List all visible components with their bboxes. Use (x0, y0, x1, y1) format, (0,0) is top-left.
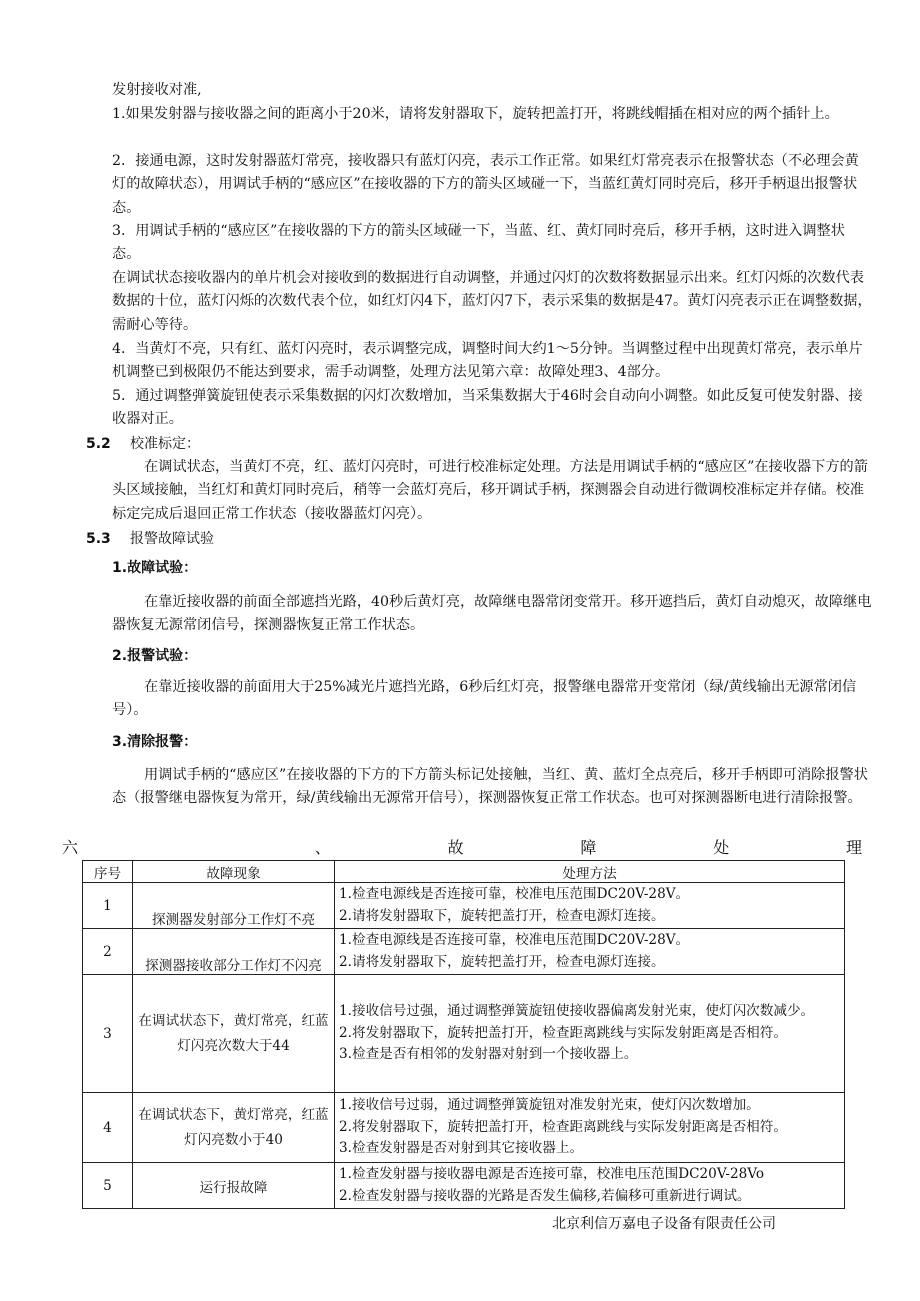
para-1: 1.如果发射器与接收器之间的距离小于20米，请将发射器取下，旋转把盖打开，将跳线帽插在相对应的两个插针上。 (112, 106, 839, 122)
subsection-2-body: 在靠近接收器的前面用大于25%减光片遮挡光路，6秒后红灯亮，报警继电器常开变常闭（绿/黄线输出无源常闭信号）。 (112, 679, 857, 719)
col-header-symptom: 故障现象 (133, 861, 335, 883)
chapter-6-heading (62, 835, 862, 859)
subsection-title: .报警试验： (121, 648, 198, 664)
row-method (335, 929, 845, 975)
section-title: 报警故障试验 (130, 531, 214, 547)
table-header-row (83, 861, 845, 883)
method-line: 1.检查电源线是否连接可靠，校准电压范围DC20V-28V。 (339, 886, 690, 902)
para-0: 发射接收对准, (112, 82, 202, 98)
col-header-method: 处理方法 (335, 861, 845, 883)
section-number: 5.3 (86, 531, 111, 547)
fault-table (82, 860, 845, 1209)
section-title: 校准标定： (130, 436, 200, 452)
para-4: 在调试状态接收器内的单片机会对接收到的数据进行自动调整，并通过闪灯的次数将数据显示出来。红灯闪烁的次数代表数据的十位，蓝灯闪烁的次数代表个位，如红灯闪4下，蓝灯闪7下，表示采集的数据是47。黄灯闪亮表示正在调整数据，需耐心等待。 (112, 270, 872, 333)
method-line: 2.将发射器取下，旋转把盖打开，检查距离跳线与实际发射距离是否相符。 (339, 1024, 787, 1041)
subsection-2-heading (112, 645, 197, 665)
row-symptom: 探测器接收部分工作灯不闪亮 (133, 929, 335, 975)
row-symptom: 运行报故障 (133, 1163, 335, 1209)
para-3: 3．用调试手柄的“感应区”在接收器的下方的箭头区域碰一下，当蓝、红、黄灯同时亮后，移开手柄，这时进入调整状态。 (112, 223, 845, 263)
method-line: 2.将发射器取下，旋转把盖打开，检查距离跳线与实际发射距离是否相符。 (339, 1118, 787, 1135)
heading-char: 处 (713, 838, 730, 857)
table-row (83, 975, 845, 1093)
section-5-2-body: 在调试状态，当黄灯不亮，红、蓝灯闪亮时，可进行校准标定处理。方法是用调试手柄的“感应区”在接收器下方的箭头区域接触，当红灯和黄灯同时亮后，稍等一会蓝灯亮后，移开调试手柄，探测器会自动进行微调校准标定并存储。校准标定完成后退回正常工作状态（接收器蓝灯闪亮）。 (112, 459, 868, 522)
method-line: 3.检查发射器是否对射到其它接收器上。 (339, 1140, 584, 1157)
section-5-2-heading (86, 433, 200, 453)
table-row (83, 883, 845, 929)
method-line: 1.检查发射器与接收器电源是否连接可靠，校准电压范围DC20V-28Vo (339, 1166, 765, 1182)
method-line: 3.检查是否有相邻的发射器对射到一个接收器上。 (339, 1046, 638, 1063)
row-method (335, 883, 845, 929)
row-no: 1 (83, 883, 133, 929)
subsection-number: 2 (112, 648, 122, 664)
row-no: 4 (83, 1093, 133, 1163)
method-line: 2.检查发射器与接收器的光路是否发生偏移,若偏移可重新进行调试。 (339, 1187, 751, 1204)
col-header-no: 序号 (83, 861, 133, 883)
subsection-title: .清除报警： (121, 734, 198, 750)
heading-char: 六 (62, 838, 79, 857)
row-symptom: 探测器发射部分工作灯不亮 (133, 883, 335, 929)
para-5: 4．当黄灯不亮，只有红、蓝灯闪亮时，表示调整完成，调整时间大约1～5分钟。当调整过程中出现黄灯常亮，表示单片机调整已到极限仍不能达到要求，需手动调整，处理方法见第六章：故障处理3、4部分。 (112, 341, 863, 381)
subsection-title: .故障试验： (121, 560, 198, 576)
para-6: 5．通过调整弹簧旋钮使表示采集数据的闪灯次数增加，当采集数据大于46时会自动向小调整。如此反复可使发射器、接收器对正。 (112, 388, 863, 428)
row-no: 5 (83, 1163, 133, 1209)
method-line: 1.检查电源线是否连接可靠，校准电压范围DC20V-28V。 (339, 932, 690, 948)
method-line: 1.接收信号过弱，通过调整弹簧旋钮对准发射光束，使灯闪次数增加。 (339, 1097, 760, 1114)
heading-char: 理 (845, 838, 862, 857)
method-line: 2.请将发射器取下，旋转把盖打开，检查电源灯连接。 (339, 907, 665, 924)
para-2: 2．接通电源，这时发射器蓝灯常亮，接收器只有蓝灯闪亮，表示工作正常。如果红灯常亮表示在报警状态（不必理会黄灯的故障状态），用调试手柄的“感应区”在接收器的下方的箭头区域碰一下，当蓝红黄灯同时亮后，移开手柄退出报警状态。 (112, 153, 859, 216)
row-method (335, 1163, 845, 1209)
subsection-number: 1 (112, 560, 122, 576)
section-5-3-heading (86, 528, 214, 548)
row-method (335, 975, 845, 1093)
row-method (335, 1093, 845, 1163)
table-row (83, 929, 845, 975)
method-line: 2.请将发射器取下，旋转把盖打开，检查电源灯连接。 (339, 953, 665, 970)
heading-char: 、 (314, 838, 331, 857)
table-row (83, 1163, 845, 1209)
subsection-3-body: 用调试手柄的“感应区”在接收器的下方的下方箭头标记处接触，当红、黄、蓝灯全点亮后，移开手柄即可消除报警状态（报警继电器恢复为常开，绿/黄线输出无源常开信号），探测器恢复正常工作状态。也可对探测器断电进行清除报警。 (112, 767, 868, 807)
row-no: 2 (83, 929, 133, 975)
row-symptom: 在调试状态下，黄灯常亮，红蓝灯闪亮数小于40 (133, 1093, 335, 1163)
section-number: 5.2 (86, 436, 111, 452)
subsection-3-heading (112, 731, 197, 751)
heading-char: 障 (580, 838, 597, 857)
method-line: 1.接收信号过强，通过调整弹簧旋钮使接收器偏离发射光束，使灯闪次数减少。 (339, 1003, 815, 1020)
subsection-1-body: 在靠近接收器的前面全部遮挡光路，40秒后黄灯亮，故障继电器常闭变常开。移开遮挡后，黄灯自动熄灭，故障继电器恢复无源常闭信号，探测器恢复正常工作状态。 (112, 594, 872, 634)
heading-char: 故 (447, 838, 464, 857)
row-no: 3 (83, 975, 133, 1093)
subsection-number: 3 (112, 734, 122, 750)
table-row (83, 1093, 845, 1163)
company-footer: 北京利信万嘉电子设备有限责任公司 (552, 1216, 776, 1232)
row-symptom: 在调试状态下，黄灯常亮，红蓝灯闪亮次数大于44 (133, 975, 335, 1093)
subsection-1-heading (112, 557, 197, 577)
